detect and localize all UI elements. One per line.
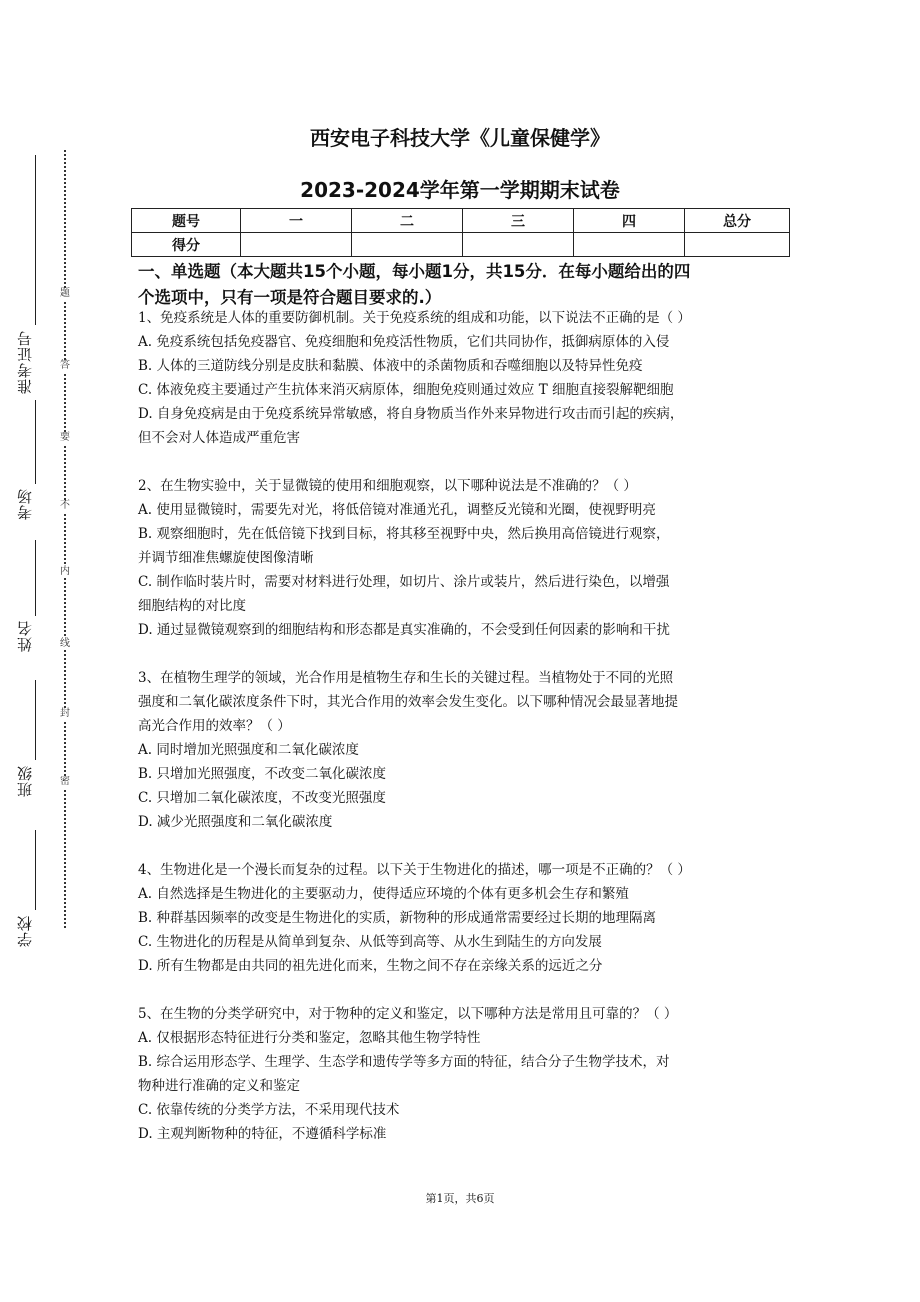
section-heading-line: 一、单选题（本大题共15个小题，每小题1分，共15分．在每小题给出的四 [138, 262, 691, 281]
seal-char: 要 [60, 432, 70, 443]
option-line: 并调节细准焦螺旋使图像清晰 [138, 550, 314, 566]
option-line: A. 免疫系统包括免疫器官、免疫细胞和免疫活性物质，它们共同协作，抵御病原体的入侵 [138, 334, 670, 350]
seal-char: 密 [60, 776, 70, 787]
school-label: 学校 [16, 915, 34, 947]
option-line: B. 种群基因频率的改变是生物进化的实质，新物种的形成通常需要经过长期的地理隔离 [138, 910, 657, 926]
option-line: B. 观察细胞时，先在低倍镜下找到目标，将其移至视野中央，然后换用高倍镜进行观察， [138, 526, 670, 542]
table-cell: 二 [352, 209, 463, 233]
option-line: 但不会对人体造成严重危害 [138, 430, 300, 446]
section-heading-line: 个选项中，只有一项是符合题目要求的.） [138, 288, 442, 307]
question-2 [138, 474, 798, 642]
question-line: 2、在生物实验中，关于显微镜的使用和细胞观察，以下哪种说法是不准确的？（ ） [138, 478, 637, 494]
page-footer: 第1页，共6页 [425, 1192, 495, 1205]
exam-number-label: 准考证号 [16, 330, 34, 394]
table-cell: 得分 [132, 233, 241, 257]
seal-char: 不 [60, 500, 70, 511]
option-line: B. 只增加光照强度，不改变二氧化碳浓度 [138, 766, 387, 782]
option-line: C. 体液免疫主要通过产生抗体来消灭病原体，细胞免疫则通过效应 T 细胞直接裂解靶细胞 [138, 382, 674, 398]
question-line: 高光合作用的效率？（ ） [138, 718, 291, 734]
option-line: B. 人体的三道防线分别是皮肤和黏膜、体液中的杀菌物质和吞噬细胞以及特异性免疫 [138, 358, 643, 374]
option-line: C. 生物进化的历程是从简单到复杂、从低等到高等、从水生到陆生的方向发展 [138, 934, 602, 950]
question-line: 5、在生物的分类学研究中，对于物种的定义和鉴定，以下哪种方法是常用且可靠的？（ ） [138, 1006, 678, 1022]
question-line: 1、免疫系统是人体的重要防御机制。关于免疫系统的组成和功能，以下说法不正确的是（ ） [138, 310, 691, 326]
score-cell [241, 233, 352, 257]
section-heading [138, 259, 798, 311]
table-cell: 题号 [132, 209, 241, 233]
question-line: 3、在植物生理学的领域，光合作用是植物生存和生长的关键过程。当植物处于不同的光照 [138, 670, 674, 686]
seal-char: 线 [60, 638, 70, 649]
exam-subtitle: 2023-2024学年第一学期期末试卷 [300, 178, 620, 202]
option-line: C. 依靠传统的分类学方法，不采用现代技术 [138, 1102, 400, 1118]
exam-title: 西安电子科技大学《儿童保健学》 [310, 126, 610, 150]
name-line [35, 540, 36, 616]
score-table-score-row [132, 233, 790, 257]
option-line: D. 所有生物都是由共同的祖先进化而来，生物之间不存在亲缘关系的远近之分 [138, 958, 603, 974]
question-4 [138, 858, 798, 978]
option-line: A. 使用显微镜时，需要先对光，将低倍镜对准通光孔，调整反光镜和光圈，使视野明亮 [138, 502, 656, 518]
option-line: 物种进行准确的定义和鉴定 [138, 1078, 300, 1094]
option-line: 细胞结构的对比度 [138, 598, 246, 614]
school-line [35, 830, 36, 910]
exam-room-line [35, 400, 36, 484]
option-line: D. 通过显微镜观察到的细胞结构和形态都是真实准确的，不会受到任何因素的影响和干扰 [138, 622, 670, 638]
option-line: D. 减少光照强度和二氧化碳浓度 [138, 814, 333, 830]
option-line: A. 自然选择是生物进化的主要驱动力，使得适应环境的个体有更多机会生存和繁殖 [138, 886, 629, 902]
question-list [138, 306, 798, 1170]
option-line: C. 制作临时装片时，需要对材料进行处理，如切片、涂片或装片，然后进行染色，以增强 [138, 574, 670, 590]
table-cell: 一 [241, 209, 352, 233]
seal-char: 内 [60, 566, 70, 577]
class-line [35, 680, 36, 760]
class-label: 班级 [16, 765, 34, 797]
question-line: 4、生物进化是一个漫长而复杂的过程。以下关于生物进化的描述，哪一项是不正确的？（ ） [138, 862, 691, 878]
exam-room-label: 考场 [16, 488, 34, 520]
seal-char: 封 [60, 708, 70, 719]
option-line: C. 只增加二氧化碳浓度，不改变光照强度 [138, 790, 386, 806]
score-cell [352, 233, 463, 257]
table-cell: 四 [574, 209, 685, 233]
score-cell [685, 233, 790, 257]
score-cell [574, 233, 685, 257]
score-table-header-row [132, 209, 790, 233]
table-cell: 三 [463, 209, 574, 233]
option-line: A. 仅根据形态特征进行分类和鉴定，忽略其他生物学特性 [138, 1030, 481, 1046]
question-5 [138, 1002, 798, 1146]
seal-dotted-line [64, 150, 66, 928]
question-3 [138, 666, 798, 834]
score-cell [463, 233, 574, 257]
score-table [131, 208, 790, 257]
option-line: D. 自身免疫病是由于免疫系统异常敏感，将自身物质当作外来异物进行攻击而引起的疾病， [138, 406, 684, 422]
option-line: B. 综合运用形态学、生理学、生态学和遗传学等多方面的特征，结合分子生物学技术，对 [138, 1054, 670, 1070]
seal-char: 题 [60, 288, 70, 299]
option-line: D. 主观判断物种的特征，不遵循科学标准 [138, 1126, 387, 1142]
table-cell: 总分 [685, 209, 790, 233]
option-line: A. 同时增加光照强度和二氧化碳浓度 [138, 742, 359, 758]
seal-char: 答 [60, 360, 70, 371]
question-line: 强度和二氧化碳浓度条件下时，其光合作用的效率会发生变化。以下哪种情况会最显著地提 [138, 694, 678, 710]
question-1 [138, 306, 798, 450]
name-label: 姓名 [16, 620, 34, 652]
